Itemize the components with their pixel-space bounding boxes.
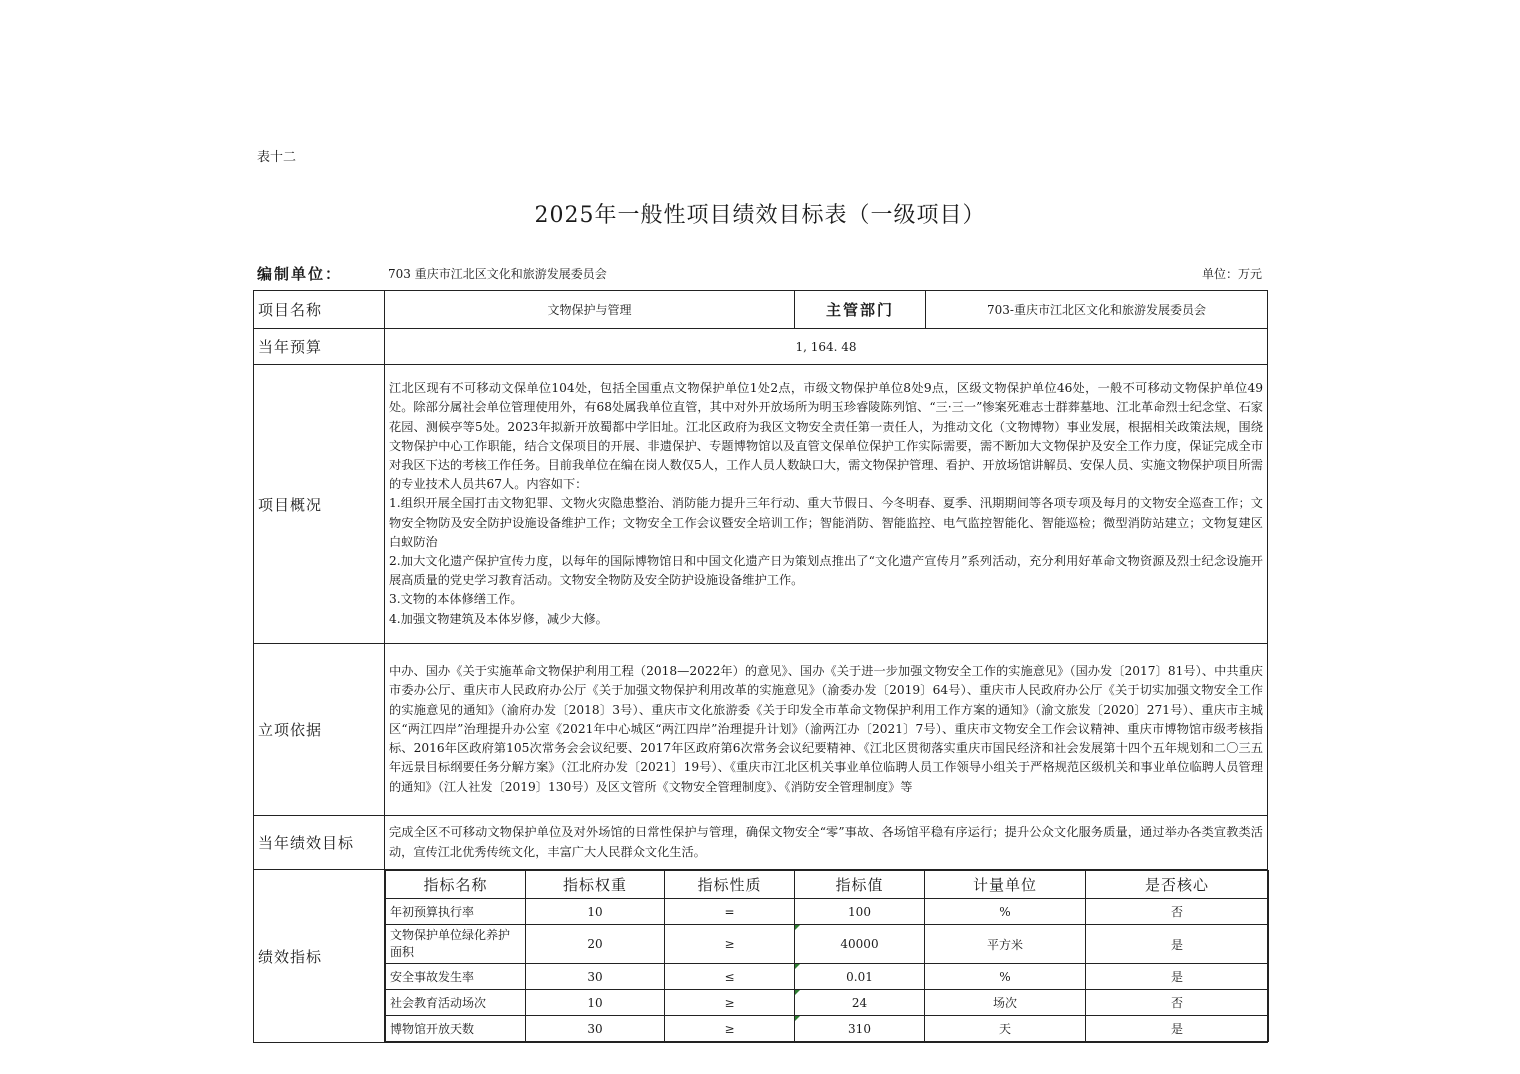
indicator-nature: ≤ — [665, 964, 795, 990]
row-goal — [254, 816, 1268, 870]
project-name-value: 文物保护与管理 — [385, 291, 795, 329]
overview-item: 2.加大文化遗产保护宣传力度，以每年的国际博物馆日和中国文化遗产日为策划点推出了“文化遗产宣传月”系列活动，充分利用好革命文物资源及烈士纪念设施开展高质量的党史学习教育活动。文物安全物防及安全防护设施设备维护工作。 — [389, 554, 1263, 588]
indicator-nature: ≥ — [665, 925, 795, 964]
project-name-label: 项目名称 — [254, 291, 385, 329]
dept-value: 703-重庆市江北区文化和旅游发展委员会 — [926, 291, 1268, 329]
header-weight: 指标权重 — [526, 871, 665, 899]
indicator-unit: % — [925, 964, 1086, 990]
indicator-unit: 天 — [925, 1016, 1086, 1042]
overview-paragraph: 江北区现有不可移动文保单位104处，包括全国重点文物保护单位1处2点，市级文物保护单位8处9点，区级文物保护单位46处，一般不可移动文物保护单位49处。除部分属社会单位管理使用外，有68处属我单位直管，其中对外开放场所为明玉珍睿陵陈列馆、“三·三一”惨案死难志士群葬墓地、江北革命烈士纪念堂、石家花园、测候亭等5处。2023年拟新开放蜀都中学旧址。江北区政府为我区文物安全责任第一责任人，为推动文化（文物博物）事业发展，根据相关政策法规，围绕文物保护中心工作职能，结合文保项目的开展、非遗保护、专题博物馆以及直管文保单位保护工作实际需要，需不断加大文物保护及安全工作力度，保证完成全市对我区下达的考核工作任务。目前我单位在编在岗人数仅5人，工作人员人数缺口大，需文物保护管理、看护、开放场馆讲解员、安保人员、实施文物保护项目所需的专业技术人员共67人。内容如下： — [389, 381, 1263, 492]
indicator-core: 否 — [1086, 990, 1269, 1016]
indicator-header-row — [386, 871, 1269, 899]
overview-label: 项目概况 — [254, 365, 385, 644]
row-project-name — [254, 291, 1268, 329]
indicator-unit: 平方米 — [925, 925, 1086, 964]
overview-content — [385, 365, 1268, 644]
org-label: 编制单位： — [257, 265, 343, 283]
indicator-weight: 20 — [526, 925, 665, 964]
performance-table — [253, 290, 1268, 1043]
header-indicator-name: 指标名称 — [386, 871, 526, 899]
row-basis — [254, 644, 1268, 816]
indicator-value: 310 — [795, 1016, 925, 1042]
dept-label: 主管部门 — [795, 291, 926, 329]
indicator-cell — [385, 870, 1268, 1043]
indicator-weight: 10 — [526, 899, 665, 925]
indicator-core: 是 — [1086, 1016, 1269, 1042]
indicator-unit: 场次 — [925, 990, 1086, 1016]
indicator-value: 40000 — [795, 925, 925, 964]
overview-item: 3.文物的本体修缮工作。 — [389, 592, 523, 607]
header-value: 指标值 — [795, 871, 925, 899]
indicator-nature: = — [665, 899, 795, 925]
basis-text: 中办、国办《关于实施革命文物保护利用工程（2018—2022年）的意见》、国办《关于进一步加强文物安全工作的实施意见》（国办发〔2017〕81号）、中共重庆市委办公厅、重庆市人民政府办公厅《关于加强文物保护利用改革的实施意见》（渝委办发〔2019〕64号）、重庆市人民政府办公厅《关于切实加强文物安全工作的实施意见的通知》（渝府办发〔2018〕3号）、重庆市文化旅游委《关于印发全市革命文物保护利用工作方案的通知》（渝文旅发〔2020〕271号）、重庆市主城区“两江四岸”治理提升办公室《2021年中心城区“两江四岸”治理提升计划》（渝两江办〔2021〕7号）、重庆市文物安全工作会议精神、重庆市博物馆市级考核指标、2016年区政府第105次常务会会议纪要、2017年区政府第6次常务会议纪要精神、《江北区贯彻落实重庆市国民经济和社会发展第十四个五年规划和二〇三五年远景目标纲要任务分解方案》（江北府办发〔2021〕19号）、《重庆市江北区机关事业单位临聘人员工作领导小组关于严格规范区级机关和事业单位临聘人员管理的通知》（江人社发〔2019〕130号）及区文管所《文物安全管理制度》、《消防安全管理制度》等 — [385, 644, 1268, 816]
row-budget — [254, 329, 1268, 365]
indicator-nature: ≥ — [665, 1016, 795, 1042]
indicator-core: 是 — [1086, 964, 1269, 990]
indicator-value: 24 — [795, 990, 925, 1016]
goal-label: 当年绩效目标 — [254, 816, 385, 870]
indicator-name: 博物馆开放天数 — [386, 1016, 526, 1042]
indicator-unit: % — [925, 899, 1086, 925]
indicator-value: 0.01 — [795, 964, 925, 990]
table-row — [386, 925, 1269, 964]
indicator-weight: 10 — [526, 990, 665, 1016]
budget-value: 1, 164. 48 — [385, 329, 1268, 365]
table-row — [386, 964, 1269, 990]
table-row — [386, 1016, 1269, 1042]
indicator-core: 是 — [1086, 925, 1269, 964]
table-row — [386, 990, 1269, 1016]
row-indicators — [254, 870, 1268, 1043]
overview-item: 1.组织开展全国打击文物犯罪、文物火灾隐患整治、消防能力提升三年行动、重大节假日、今冬明春、夏季、汛期期间等各项专项及每月的文物安全巡查工作；文物安全物防及安全防护设施设备维护工作；文物安全工作会议暨安全培训工作；智能消防、智能监控、电气监控智能化、智能巡检；微型消防站建立；文物复建区白蚁防治 — [389, 496, 1263, 549]
indicator-core: 否 — [1086, 899, 1269, 925]
indicator-weight: 30 — [526, 964, 665, 990]
indicator-name: 文物保护单位绿化养护面积 — [386, 925, 526, 964]
goal-text: 完成全区不可移动文物保护单位及对外场馆的日常性保护与管理，确保文物安全“零”事故、各场馆平稳有序运行；提升公众文化服务质量，通过举办各类宣教类活动，宣传江北优秀传统文化，丰富广大人民群众文化生活。 — [385, 816, 1268, 870]
basis-label: 立项依据 — [254, 644, 385, 816]
indicator-name: 社会教育活动场次 — [386, 990, 526, 1016]
indicator-nature: ≥ — [665, 990, 795, 1016]
indicator-table — [385, 870, 1269, 1042]
table-row — [386, 899, 1269, 925]
header-core: 是否核心 — [1086, 871, 1269, 899]
table-number: 表十二 — [257, 150, 297, 165]
indicator-label: 绩效指标 — [254, 870, 385, 1043]
overview-item: 4.加强文物建筑及本体岁修，减少大修。 — [389, 611, 608, 626]
indicator-name: 年初预算执行率 — [386, 899, 526, 925]
indicator-name: 安全事故发生率 — [386, 964, 526, 990]
org-value: 703 重庆市江北区文化和旅游发展委员会 — [388, 267, 607, 281]
indicator-weight: 30 — [526, 1016, 665, 1042]
unit-label: 单位：万元 — [1201, 267, 1262, 281]
indicator-value: 100 — [795, 899, 925, 925]
page-title: 2025年一般性项目绩效目标表（一级项目） — [534, 203, 986, 228]
budget-label: 当年预算 — [254, 329, 385, 365]
header-unit: 计量单位 — [925, 871, 1086, 899]
header-nature: 指标性质 — [665, 871, 795, 899]
row-overview — [254, 365, 1268, 644]
